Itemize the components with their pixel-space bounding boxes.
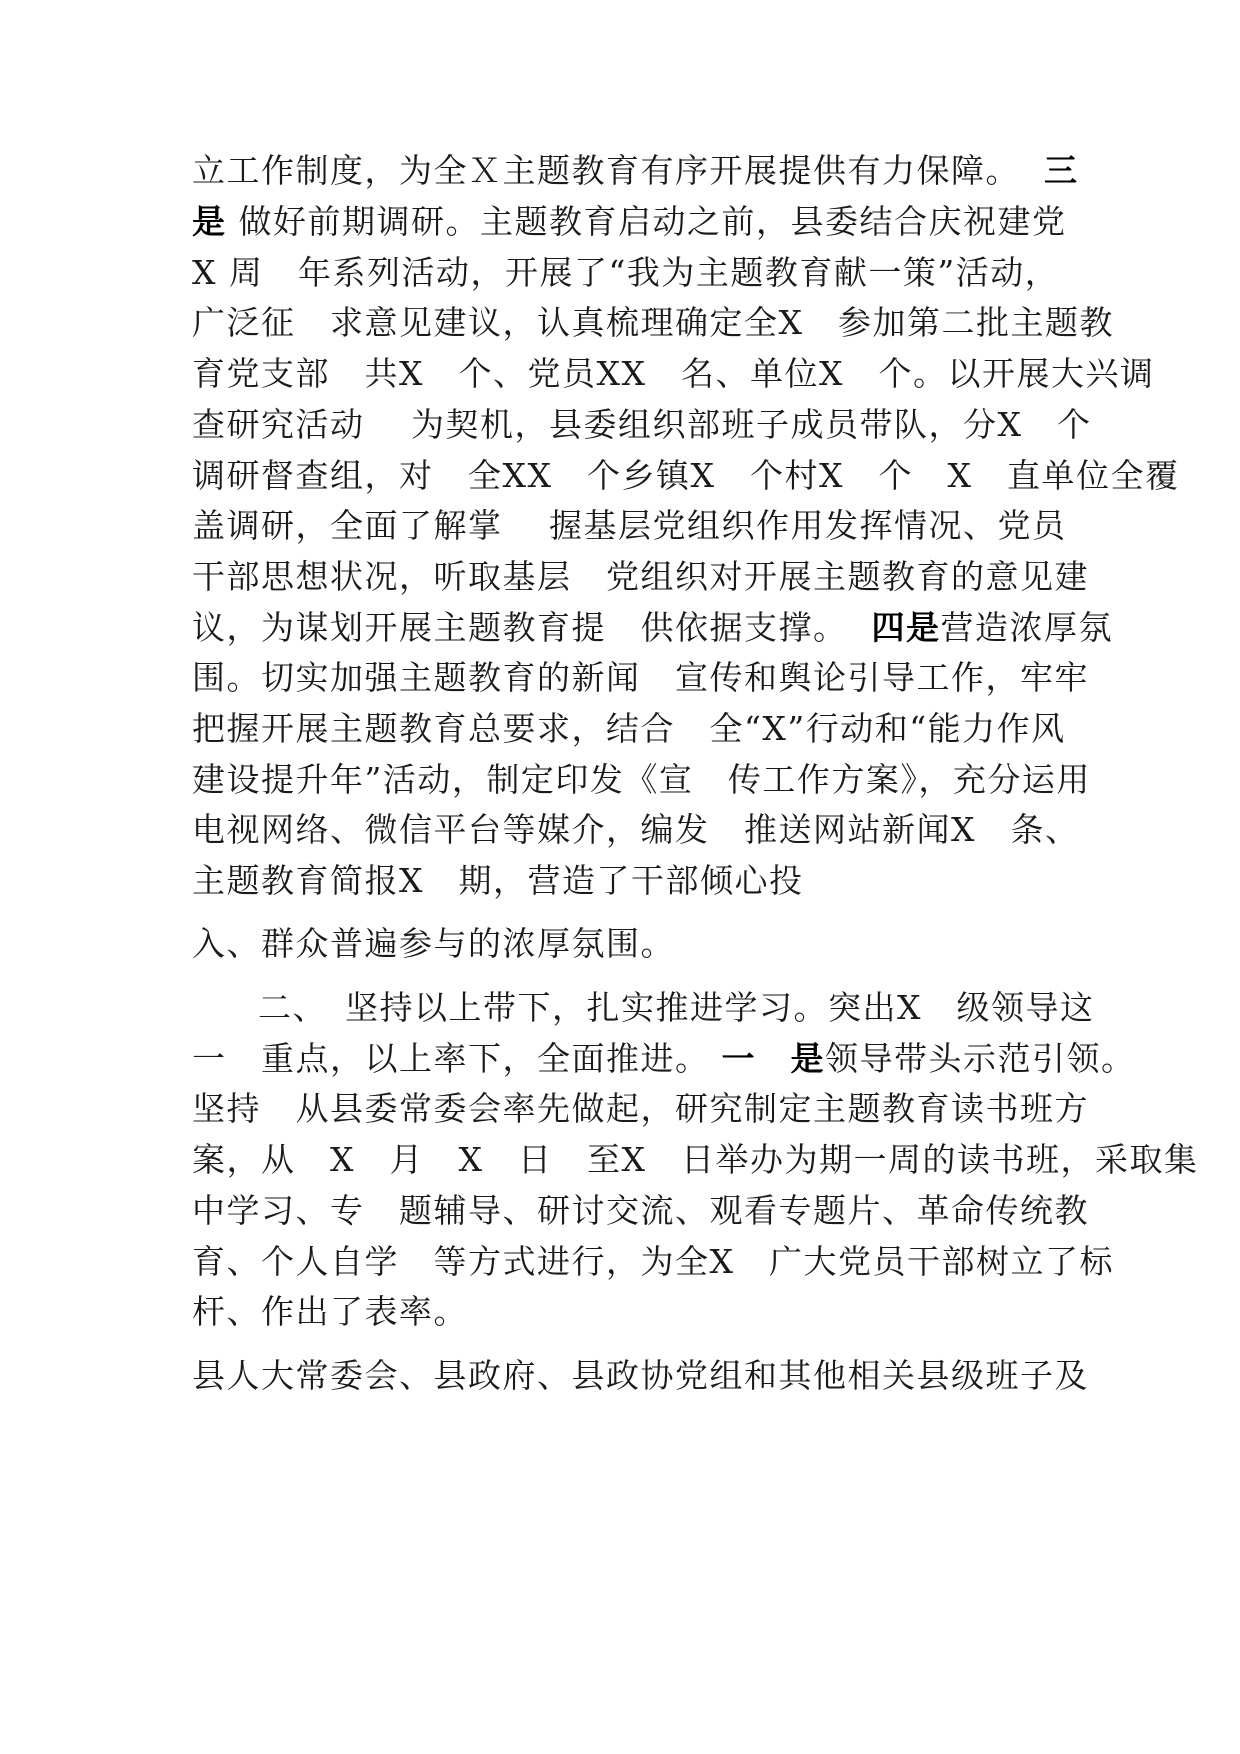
text-line: 建设提升年”活动，制定印发《宣 传工作方案》，充分运用	[192, 760, 1091, 799]
text-line: 干部思想状况，听取基层 党组织对开展主题教育的意见建	[192, 557, 1089, 596]
text-line: 中学习、专 题辅导、研讨交流、观看专题片、革命传统教	[192, 1191, 1089, 1230]
paragraph-heading-line: 二、 坚持以上带下，扎实推进学习。突出X 级领导这	[258, 988, 1095, 1027]
text-line: 主题教育简报X 期，营造了干部倾心投	[192, 861, 804, 900]
text-line: 围。切实加强主题教育的新闻 宣传和舆论引导工作，牢牢	[192, 658, 1089, 697]
text-line: 坚持 从县委常委会率先做起，研究制定主题教育读书班方	[192, 1089, 1089, 1128]
text-line: 广泛征 求意见建议，认真梳理确定全X 参加第二批主题教	[192, 303, 1114, 342]
text-run: 立工作制度，为全Ｘ主题教育有序开展提供有力保障。	[192, 151, 1020, 190]
bold-text-run: 三	[1043, 151, 1079, 190]
text-run: 做好前期调研。主题教育启动之前，县委结合庆祝建党	[238, 202, 1067, 241]
text-line	[192, 151, 1078, 191]
text-line: 县人大常委会、县政府、县政协党组和其他相关县级班子及	[192, 1356, 1089, 1395]
text-line: 电视网络、微信平台等媒介，编发 推送网站新闻X 条、	[192, 810, 1080, 849]
text-line: 育、个人自学 等方式进行，为全X 广大党员干部树立了标	[192, 1242, 1114, 1281]
text-line	[192, 1039, 1136, 1079]
text-run: 领导带头示范引领。	[825, 1039, 1136, 1078]
text-line: 调研督查组，对 全XX 个乡镇X 个村X 个 X 直单位全覆	[192, 456, 1180, 495]
text-line: 育党支部 共X 个、党员XX 名、单位X 个。以开展大兴调	[192, 354, 1155, 393]
text-line: 入、群众普遍参与的浓厚氛围。	[192, 924, 675, 963]
text-run: 一 重点，以上率下，全面推进。	[192, 1039, 710, 1078]
text-line	[192, 202, 1067, 242]
text-line	[192, 608, 1113, 648]
text-line: X 周 年系列活动，开展了“我为主题教育献一策”活动，	[192, 253, 1060, 292]
text-run: 营造浓厚氛	[940, 608, 1113, 647]
text-run: 议，为谋划开展主题教育提 供依据支撑。	[192, 608, 848, 647]
bold-text-run: 是	[192, 202, 227, 241]
text-line: 杆、作出了表率。	[192, 1292, 468, 1331]
text-line: 把握开展主题教育总要求，结合 全“X”行动和“能力作风	[192, 709, 1066, 748]
text-line: 查研究活动 为契机，县委组织部班子成员带队，分X 个	[192, 405, 1092, 444]
bold-text-run: 四是	[871, 608, 941, 647]
text-line: 案，从 X 月 X 日 至X 日举办为期一周的读书班，采取集	[192, 1140, 1199, 1179]
text-line: 盖调研，全面了解掌 握基层党组织作用发挥情况、党员	[192, 506, 1067, 545]
bold-text-run: 一 是	[721, 1039, 825, 1078]
